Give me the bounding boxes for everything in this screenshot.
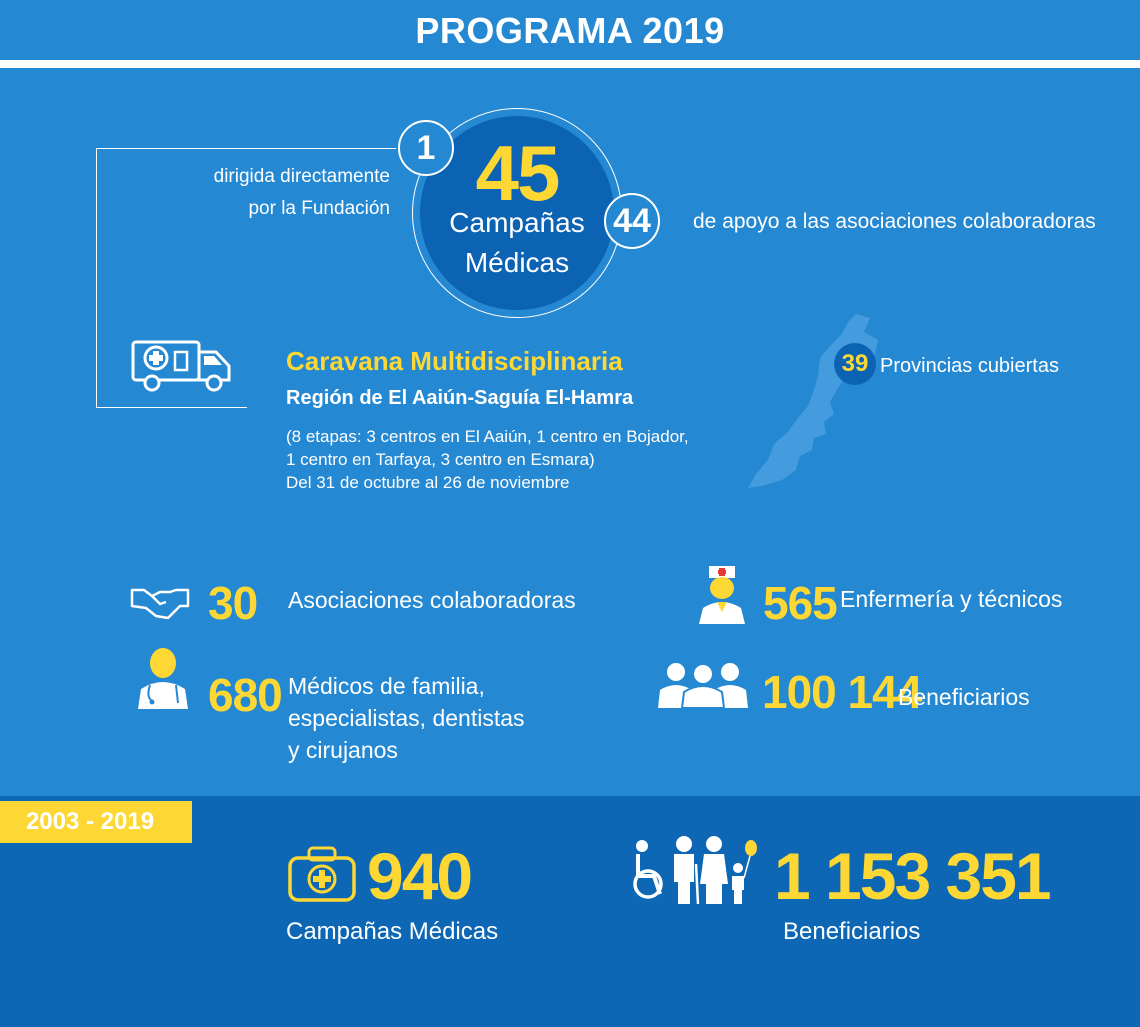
campaigns-total: 45 — [475, 129, 559, 217]
doctors-label-2: especialistas, dentistas — [288, 705, 525, 731]
morocco-map — [738, 310, 888, 495]
direct-count-badge: 1 — [398, 120, 454, 176]
doctors-value: 680 — [208, 669, 282, 721]
ambulance-icon — [130, 338, 234, 399]
history-beneficiaries-value: 1 153 351 — [774, 839, 1050, 913]
associations-value: 30 — [208, 577, 258, 629]
handshake-icon — [130, 584, 190, 625]
group-icon — [656, 662, 750, 713]
doctors-label-1: Médicos de familia, — [288, 673, 485, 699]
caravan-details-2: 1 centro en Tarfaya, 3 centro en Esmara) — [286, 450, 595, 469]
campaigns-total-label-1: Campañas — [449, 207, 585, 238]
history-beneficiaries-label: Beneficiarios — [783, 918, 921, 945]
nurses-label: Enfermería y técnicos — [840, 586, 1063, 612]
history-campaigns-label: Campañas Médicas — [286, 918, 499, 945]
nurses-value: 565 — [763, 577, 837, 629]
support-count-badge: 44 — [604, 193, 660, 249]
direct-label-2: por la Fundación — [248, 198, 390, 219]
beneficiaries-value: 100 144 — [762, 666, 922, 718]
provinces-count-badge: 39 — [834, 343, 876, 385]
history-campaigns-value: 940 — [367, 839, 472, 913]
period-label: 2003 - 2019 — [25, 808, 155, 835]
page-title: PROGRAMA 2019 — [415, 10, 725, 51]
title-divider — [0, 60, 1140, 68]
family-icon — [628, 834, 764, 909]
caravan-title: Caravana Multidisciplinaria — [286, 346, 623, 376]
medical-kit-icon — [287, 846, 357, 909]
beneficiaries-label: Beneficiarios — [898, 684, 1030, 710]
caravan-dates: Del 31 de octubre al 26 de noviembre — [286, 473, 570, 492]
campaigns-total-label-2: Médicas — [464, 247, 570, 278]
direct-label-1: dirigida directamente — [213, 166, 390, 187]
doctor-icon — [136, 645, 190, 714]
doctors-label-3: y cirujanos — [288, 737, 398, 763]
nurse-icon — [697, 564, 747, 629]
associations-label: Asociaciones colaboradoras — [288, 587, 576, 613]
provinces-label: Provincias cubiertas — [880, 355, 1059, 377]
caravan-details-1: (8 etapas: 3 centros en El Aaiún, 1 centro en Bojador, — [286, 427, 689, 446]
caravan-region: Región de El Aaiún-Saguía El-Hamra — [286, 387, 634, 409]
support-label: de apoyo a las asociaciones colaboradoras — [693, 210, 1096, 233]
